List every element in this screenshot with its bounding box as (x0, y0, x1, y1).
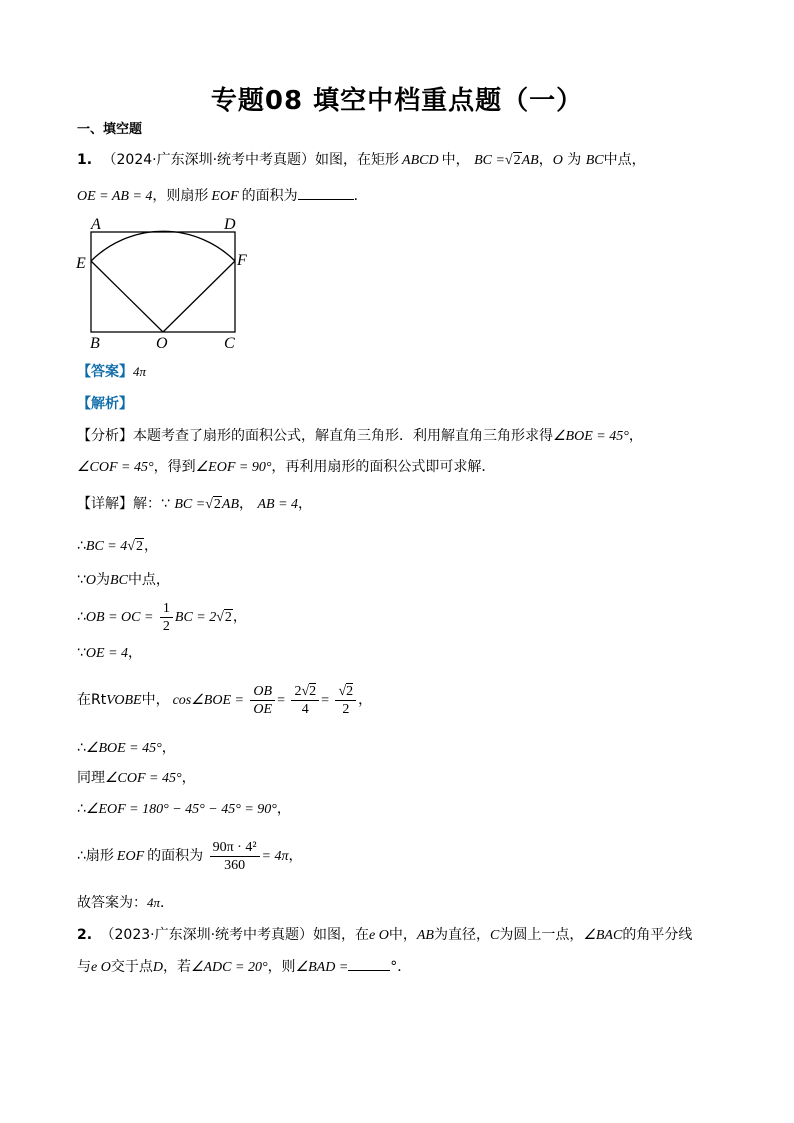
detail-line (77, 494, 312, 515)
step2-mid: 为 (96, 572, 111, 588)
segment-of (163, 261, 235, 332)
step8-post: ， (276, 801, 291, 817)
detail-intro: 解：∵ (133, 496, 170, 512)
q2-number: 2. (77, 927, 93, 943)
step1-post: ， (143, 538, 158, 554)
conclusion (77, 893, 174, 913)
fenxi-text3: ，再利用扇形的面积公式即可求解． (271, 459, 496, 475)
step3-pre: ∴ (77, 609, 86, 625)
label-c: C (224, 335, 235, 352)
q2-answer-blank (348, 956, 390, 971)
label-o: O (156, 335, 168, 352)
step7-pre: 同理 (77, 770, 105, 786)
detail-label: 【详解】 (77, 496, 133, 512)
label-e: E (76, 255, 86, 272)
step5-eq2: = (321, 693, 330, 708)
step5 (77, 680, 372, 721)
q2-line2-d: ，则 (267, 959, 296, 975)
q1-rel-tail: AB (521, 153, 539, 168)
q1-source: （2024·广东深圳·统考中考真题） (102, 152, 316, 168)
label-b: B (90, 335, 100, 352)
q2-line2-c: ，若 (162, 959, 191, 975)
label-f: F (237, 252, 247, 269)
q1-line2-text: ，则扇形 (152, 188, 209, 204)
q1-sector: EOF (211, 189, 239, 204)
q2-circle: e O (369, 928, 389, 943)
step1-lhs: BC = 4 (85, 539, 128, 554)
step7-post: ， (181, 770, 196, 786)
q2-d: D (152, 960, 163, 975)
q2-line2-b: 交于点 (110, 959, 153, 975)
answer-value: 4π (133, 364, 147, 379)
q1-number: 1. (77, 152, 93, 168)
step6-eq: ∠BOE = 45° (85, 741, 162, 756)
step5-fraction-1: $\frac{OB}{OE}$ (250, 683, 275, 718)
step4-pre: ∵ (77, 645, 86, 661)
q1-figure (74, 212, 254, 352)
step1-pre: ∴ (77, 538, 86, 554)
step5-eq: = (277, 693, 285, 708)
q1-bc-var: BC (585, 153, 604, 168)
detail-given-sqrt: √2 (205, 497, 221, 512)
q1-stem-a: 如图，在矩形 (315, 152, 400, 168)
step3-post: ， (232, 609, 247, 625)
step2-bc: BC (110, 573, 128, 588)
q2-line1 (77, 925, 692, 946)
step5-cos: cos∠BOE = (172, 693, 244, 708)
analysis-label: 【解析】 (77, 396, 133, 412)
q2-ab: AB (416, 928, 434, 943)
q2-circle2: e O (91, 960, 111, 975)
step9-mid: 的面积为 (147, 848, 204, 864)
step7 (77, 768, 196, 789)
step5-tri: VOBE (106, 693, 142, 708)
q2-line2-a: 与 (77, 959, 91, 975)
label-d: D (224, 216, 236, 233)
q1-stem-b: 中， (441, 152, 470, 168)
step6 (77, 738, 176, 759)
step8-eq: ∠EOF = 180° − 45° − 45° = 90° (85, 802, 277, 817)
detail-given2: AB = 4 (257, 497, 299, 512)
step5-pre: 在Rt (77, 692, 107, 708)
step9-eq: = 4π (261, 849, 289, 864)
fenxi-sep: ， (628, 428, 643, 444)
step7-eq: ∠COF = 45° (105, 771, 182, 786)
step5-post: ， (358, 692, 373, 708)
step1-sqrt: √2 (127, 539, 143, 554)
step8 (77, 799, 291, 820)
step6-post: ， (161, 740, 176, 756)
fenxi-line1 (77, 426, 643, 447)
label-a: A (91, 216, 101, 233)
step3-sqrt: √2 (216, 610, 232, 625)
q2-c: C (489, 928, 500, 943)
step4 (77, 643, 142, 664)
arc-ef (91, 231, 235, 261)
q1-o-var: O (552, 153, 563, 168)
q1-answer-blank (298, 185, 354, 200)
fenxi-line2 (77, 457, 495, 478)
q2-text-e: 的角平分线 (622, 927, 693, 943)
q1-line2 (77, 185, 368, 207)
q2-ask: ∠BAD = (295, 960, 349, 975)
q1-stem-e: 中点， (603, 152, 646, 168)
step2-var: O (85, 573, 97, 588)
q1-rect-name: ABCD (402, 153, 439, 168)
step5-mid: 中， (141, 692, 170, 708)
fenxi-label: 【分析】 (77, 428, 133, 444)
q1-line1 (77, 150, 646, 171)
step2 (77, 570, 170, 591)
detail-given-tail: AB (221, 497, 240, 512)
detail-comma2: ， (298, 496, 313, 512)
step8-pre: ∴ (77, 801, 86, 817)
segment-oe (91, 261, 163, 332)
step9-pre: ∴扇形 (77, 848, 114, 864)
step3-mid: BC = 2 (174, 610, 217, 625)
step2-post: 中点， (127, 572, 170, 588)
step3-lhs: OB = OC = (85, 610, 154, 625)
conclusion-pre: 故答案为： (77, 895, 147, 911)
page-title: 专题08 填空中档重点题（一） (210, 86, 584, 116)
step2-pre: ∵ (77, 572, 86, 588)
fenxi-eq2: ∠COF = 45° (77, 460, 154, 475)
q2-given: ∠ADC = 20° (190, 960, 268, 975)
q2-line2 (77, 956, 411, 978)
fenxi-text1: 本题考查了扇形的面积公式，解直角三角形．利用解直角三角形求得 (133, 428, 553, 444)
step9-fraction: $\frac{\text{90π · 4²}}{360}$ (210, 839, 260, 874)
q1-answer (77, 362, 146, 382)
q1-rel-sqrt: √2 (504, 153, 521, 168)
detail-given-lhs: BC = (174, 497, 206, 512)
q2-text-b: 中， (388, 927, 417, 943)
q1-stem-d: 为 (567, 152, 582, 168)
step9-post: ， (288, 848, 303, 864)
conclusion-post: ． (160, 895, 175, 911)
step4-post: ， (128, 645, 143, 661)
step1 (77, 536, 158, 557)
step5-fraction-2: $\frac{2√2}{4}$ (291, 683, 319, 718)
fenxi-text2: ，得到 (153, 459, 196, 475)
step9 (77, 836, 303, 877)
q1-line2-eq: OE = AB = 4 (77, 189, 153, 204)
q2-text-d: 为圆上一点， (499, 927, 584, 943)
step9-var: EOF (116, 849, 145, 864)
step4-eq: OE = 4 (85, 646, 129, 661)
fenxi-eq3: ∠EOF = 90° (195, 460, 272, 475)
q1-rel-lhs: BC = (474, 153, 505, 168)
step3-fraction: $\frac{1}{2}$ (160, 600, 173, 635)
answer-label: 【答案】 (77, 364, 133, 380)
q2-text-c: 为直径， (433, 927, 490, 943)
q2-source: （2023·广东深圳·统考中考真题） (100, 927, 314, 943)
q2-line2-end: °． (390, 959, 412, 975)
fenxi-eq1: ∠BOE = 45° (553, 429, 629, 444)
conclusion-value: 4π (147, 895, 161, 910)
analysis-heading (77, 394, 133, 414)
q2-text-a: 如图，在 (313, 927, 370, 943)
q1-line2-end: ． (353, 188, 368, 204)
q2-angle: ∠BAC (583, 928, 623, 943)
detail-comma: ， (239, 496, 254, 512)
q1-stem-c: ， (538, 152, 553, 168)
section-heading: 一、填空题 (77, 122, 143, 137)
step6-pre: ∴ (77, 740, 86, 756)
step5-fraction-3: $\frac{√2}{2}$ (335, 683, 356, 718)
step3 (77, 597, 247, 638)
q1-line2-tail: 的面积为 (241, 188, 298, 204)
